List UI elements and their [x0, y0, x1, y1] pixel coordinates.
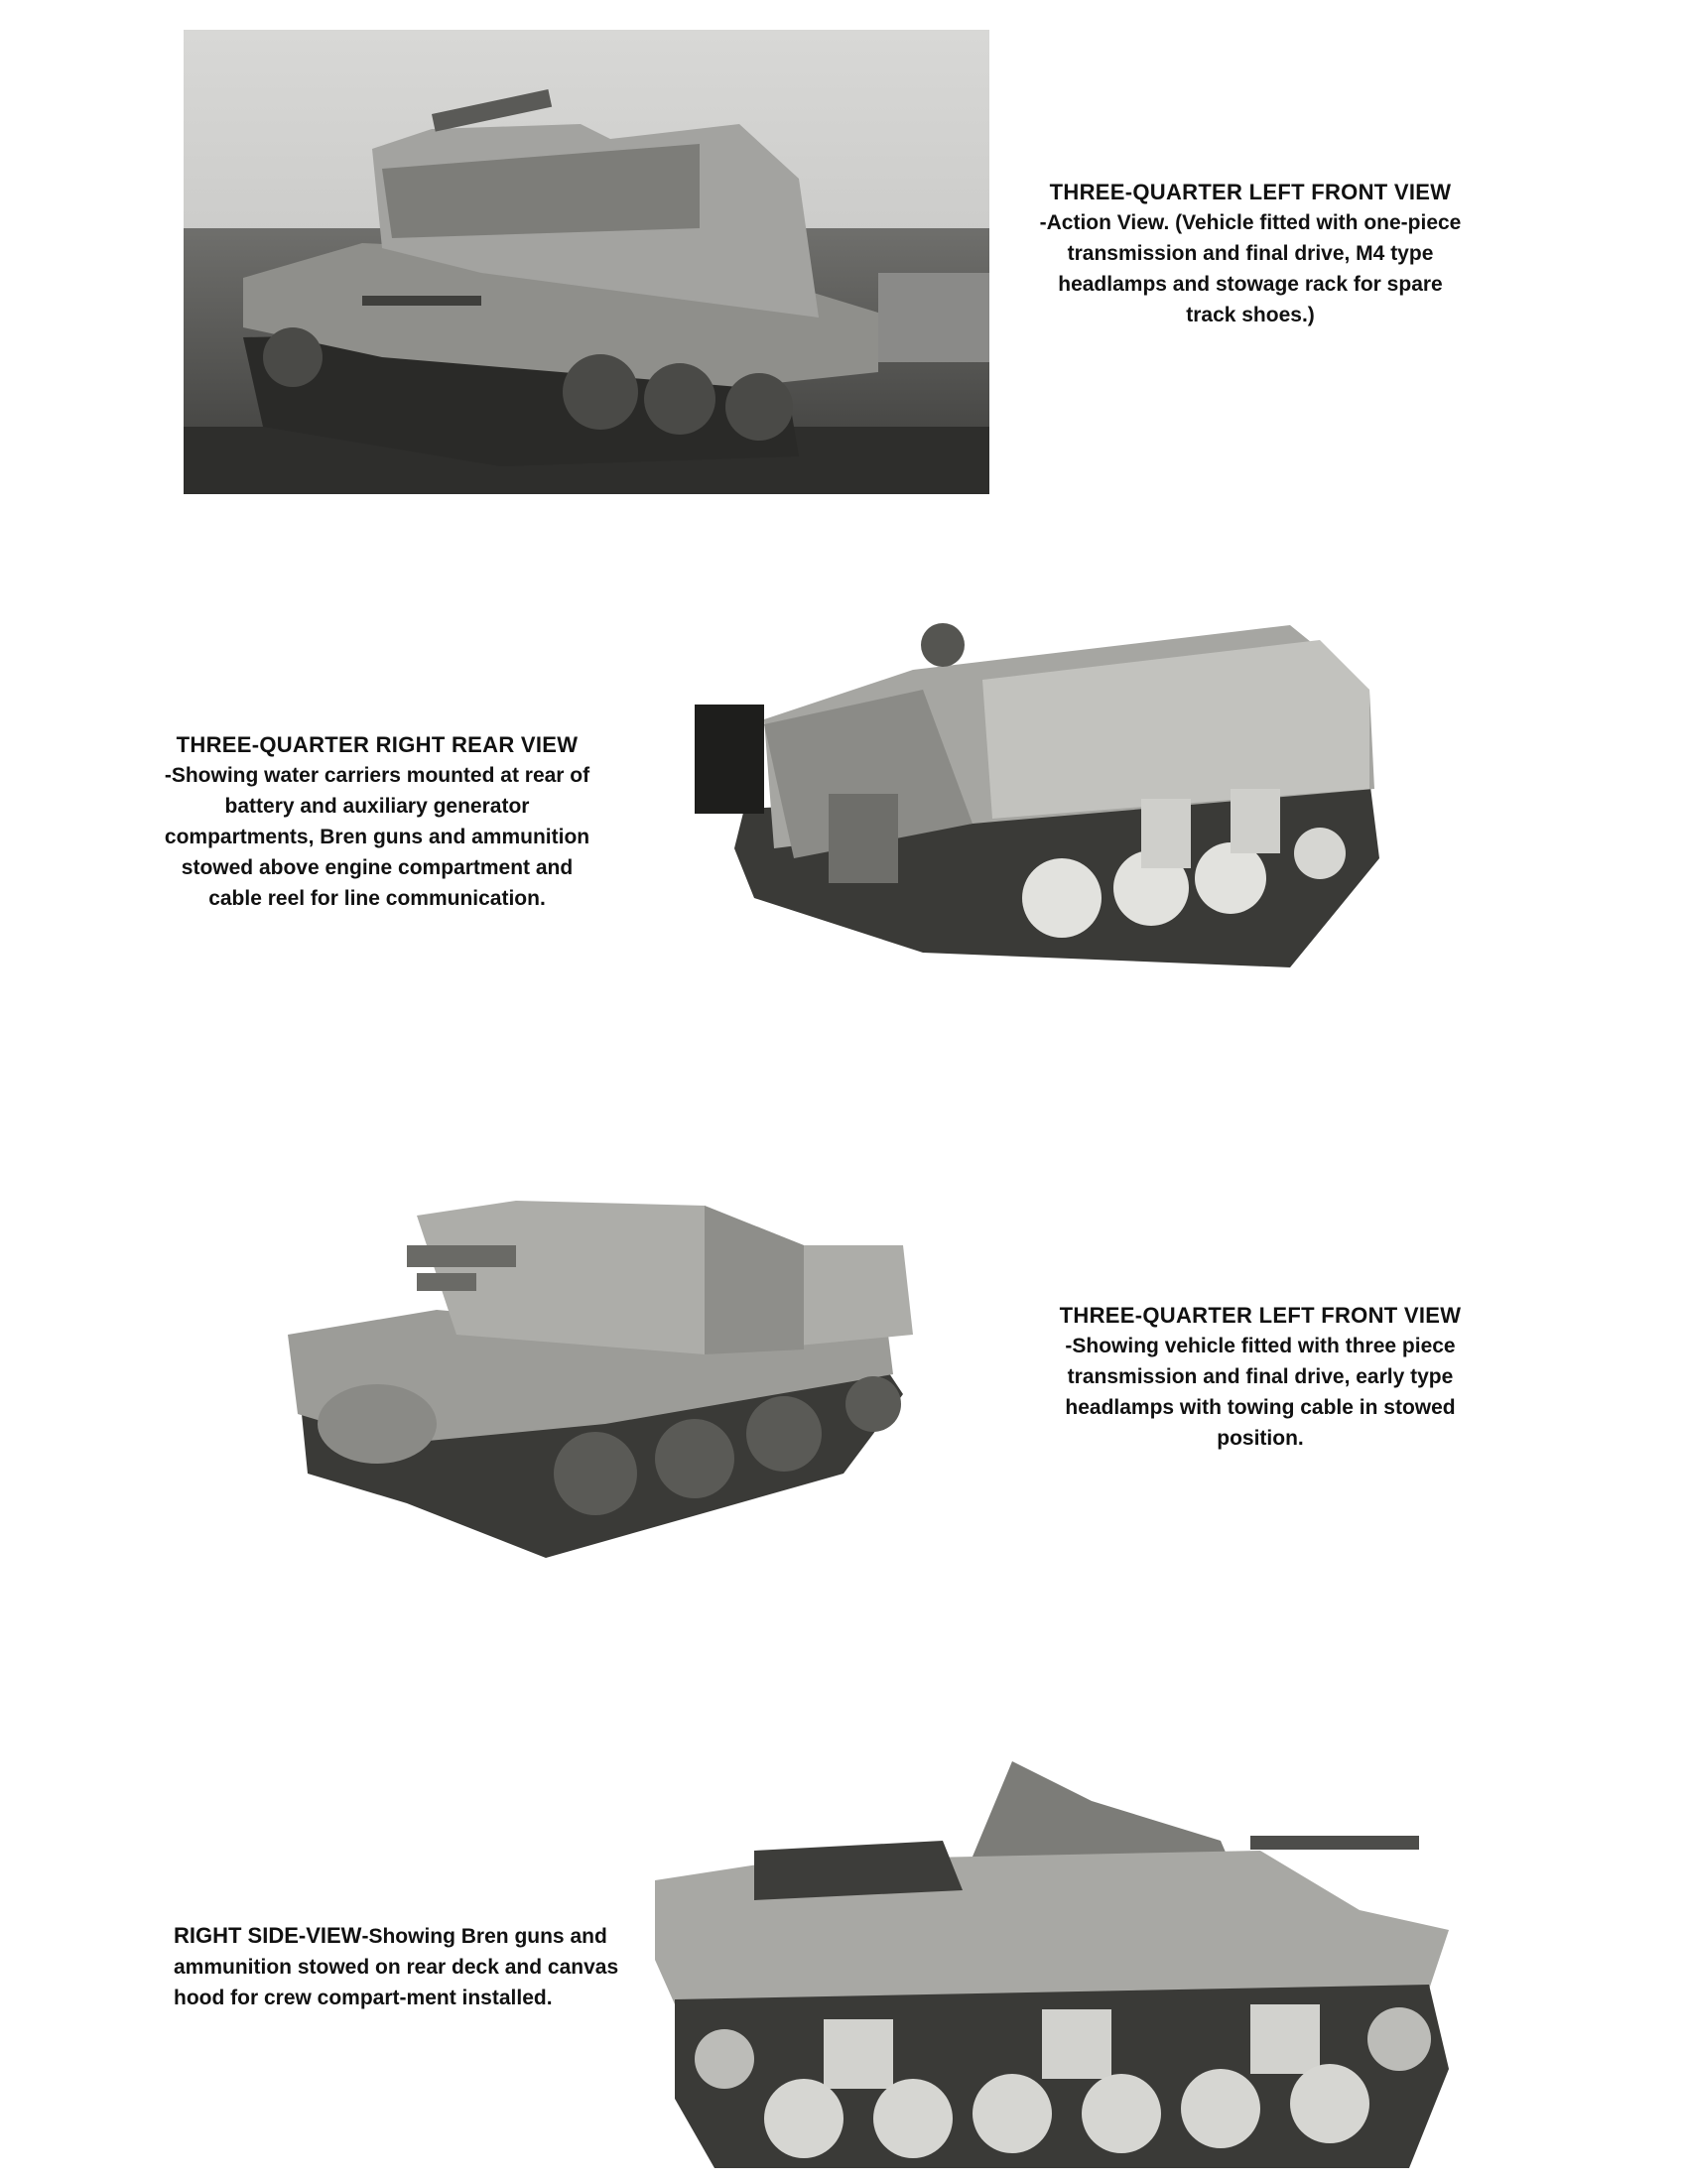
caption-fig2: [159, 729, 595, 914]
caption-title: THREE-QUARTER RIGHT REAR VIEW: [176, 732, 579, 757]
photo-three-quarter-right-rear: [675, 610, 1394, 977]
photo-three-quarter-left-front-action: [184, 30, 989, 494]
caption-title: RIGHT SIDE-VIEW: [174, 1923, 362, 1948]
caption-fig4: [174, 1920, 620, 2013]
caption-fig1: [1032, 177, 1469, 330]
caption-body: -Showing Bren guns and ammunition stowed on rear deck and canvas hood for crew compart-ment installed.: [174, 1925, 619, 2009]
caption-body: -Showing water carriers mounted at rear of battery and auxiliary generator compartments, Bren guns and ammunition stowed above engine compartment and cable reel for line communication.: [164, 764, 590, 910]
caption-fig3: [1052, 1300, 1469, 1454]
photo-right-side-view: [645, 1741, 1449, 2178]
caption-body: -Action View. (Vehicle fitted with one-piece transmission and final drive, M4 type headlamps and stowage rack for spare track shoes.): [1039, 211, 1462, 326]
caption-title: THREE-QUARTER LEFT FRONT VIEW: [1049, 180, 1452, 204]
caption-body: -Showing vehicle fitted with three piece transmission and final drive, early type headlamps with towing cable in stowed position.: [1065, 1335, 1456, 1450]
caption-title: THREE-QUARTER LEFT FRONT VIEW: [1059, 1303, 1462, 1328]
photo-three-quarter-left-front: [288, 1176, 913, 1563]
